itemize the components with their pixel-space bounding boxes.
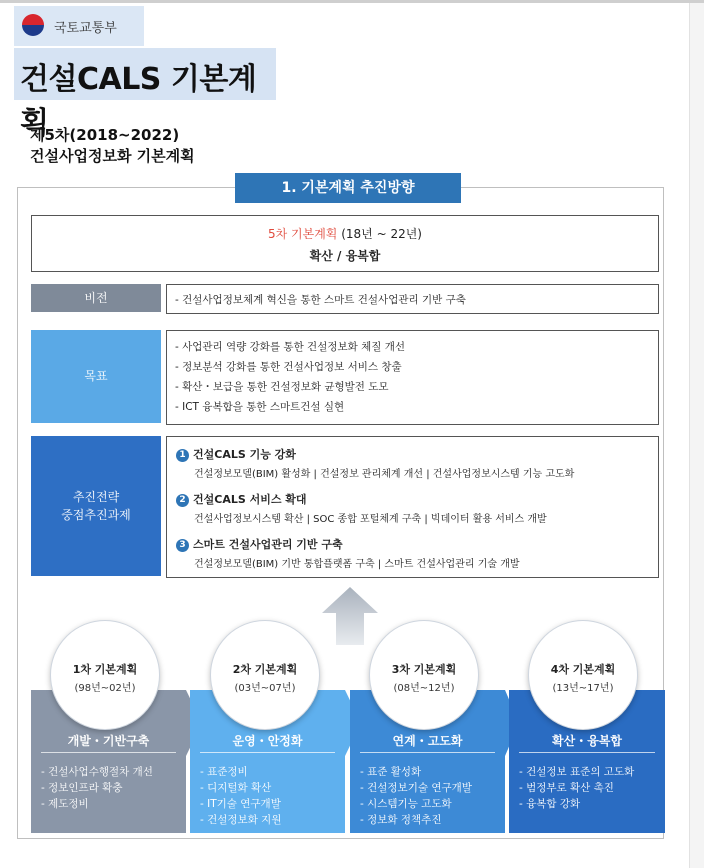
strategy-label-line1: 추진전략	[72, 490, 120, 504]
current-plan-period: (18년 ~ 22년)	[337, 227, 422, 241]
strategy-title-text: 건설CALS 기능 강화	[193, 448, 296, 461]
phase-item: - 건설사업수행절차 개선	[41, 766, 153, 778]
phase-item: - 범정부로 확산 촉진	[519, 782, 614, 794]
phase-plan-title: 2차 기본계획	[232, 663, 298, 676]
vision-text: - 건설사업정보체계 혁신을 통한 스마트 건설사업관리 기반 구축	[175, 294, 466, 306]
phase-plan-title: 4차 기본계획	[550, 663, 616, 676]
phase-item: - 건설정보기술 연구개발	[360, 782, 472, 794]
phase-plan-period: (08년~12년)	[393, 683, 455, 694]
phase-items	[519, 764, 634, 812]
strategy-item-title	[176, 491, 307, 507]
strategy-item-title	[176, 536, 343, 552]
phase-name: 운영・안정화	[232, 734, 303, 748]
goal-item: - 확산・보급을 통한 건설정보화 균형발전 도모	[175, 381, 389, 393]
strategy-title-text: 건설CALS 서비스 확대	[193, 493, 307, 506]
phase-plan-period: (98년~02년)	[74, 683, 136, 694]
section-header: 1. 기본계획 추진방향	[235, 173, 461, 203]
phase-circle-4	[528, 620, 638, 730]
page-title: 건설CALS 기본계획	[20, 62, 257, 141]
phase-items	[360, 764, 472, 828]
ministry-name: 국토교통부	[54, 21, 117, 36]
phase-items	[41, 764, 153, 812]
number-badge-icon: 2	[176, 494, 189, 507]
phase-divider	[519, 752, 655, 753]
phase-items	[200, 764, 281, 828]
phase-item: - 제도정비	[41, 798, 89, 810]
current-plan-box	[31, 215, 659, 272]
strategy-item-title	[176, 446, 296, 462]
phase-circle-1	[50, 620, 160, 730]
phase-item: - IT기술 연구개발	[200, 798, 281, 810]
number-badge-icon: 3	[176, 539, 189, 552]
strategy-label	[31, 436, 161, 576]
phase-circle-3	[369, 620, 479, 730]
phase-item: - 정보인프라 확충	[41, 782, 123, 794]
phase-divider	[360, 752, 495, 753]
current-plan-name: 5차 기본계획	[267, 227, 338, 241]
ministry-logo-icon	[22, 14, 44, 36]
strategy-item-detail: 건설정보모델(BIM) 활성화 | 건설정보 관리체계 개선 | 건설사업정보시스템 기능 고도화	[194, 469, 575, 480]
subtitle-period: 제5차(2018~2022)	[30, 126, 180, 144]
goal-content	[166, 330, 659, 425]
top-border	[0, 0, 704, 3]
phase-plan-period: (13년~17년)	[552, 683, 614, 694]
phase-item: - 표준정비	[200, 766, 248, 778]
phase-item: - 표준 활성화	[360, 766, 422, 778]
phase-item: - 융복합 강화	[519, 798, 581, 810]
strategy-item-detail: 건설사업정보시스템 확산 | SOC 종합 포털체계 구축 | 빅데이터 활용 서비스 개발	[194, 514, 547, 525]
phase-divider	[200, 752, 335, 753]
phase-divider	[41, 752, 176, 753]
vision-content	[166, 284, 659, 314]
phase-item: - 정보화 정책추진	[360, 814, 442, 826]
phase-plan-title: 3차 기본계획	[391, 663, 457, 676]
subtitle-name: 건설사업정보화 기본계획	[30, 147, 195, 165]
ministry-header	[14, 6, 144, 46]
page-margin	[689, 3, 704, 868]
goal-item: - 정보분석 강화를 통한 건설사업정보 서비스 창출	[175, 361, 402, 373]
current-plan-theme: 확산 / 융복합	[309, 249, 381, 263]
phase-name: 확산・융복합	[552, 734, 622, 748]
current-plan-line	[32, 225, 658, 242]
phase-item: - 시스템기능 고도화	[360, 798, 452, 810]
number-badge-icon: 1	[176, 449, 189, 462]
strategy-item-detail: 건설정보모델(BIM) 기반 통합플랫폼 구축 | 스마트 건설사업관리 기술 개발	[194, 559, 520, 570]
phase-circle-2	[210, 620, 320, 730]
strategy-label-line2: 중점추진과제	[61, 508, 131, 522]
phase-plan-title: 1차 기본계획	[72, 663, 138, 676]
vision-label: 비전	[31, 284, 161, 312]
strategy-title-text: 스마트 건설사업관리 기반 구축	[193, 538, 343, 551]
phase-item: - 건설정보 표준의 고도화	[519, 766, 635, 778]
phase-name: 연계・고도화	[392, 734, 463, 748]
phase-item: - 건설정보화 지원	[200, 814, 282, 826]
up-arrow-icon	[320, 585, 380, 645]
phase-name: 개발・기반구축	[67, 734, 150, 748]
goal-label: 목표	[31, 330, 161, 423]
goal-item: - ICT 융복합을 통한 스마트건설 실현	[175, 401, 345, 413]
phase-item: - 디지털화 확산	[200, 782, 272, 794]
phase-plan-period: (03년~07년)	[234, 683, 296, 694]
strategy-content	[166, 436, 659, 578]
goal-item: - 사업관리 역량 강화를 통한 건설정보화 체질 개선	[175, 341, 406, 353]
